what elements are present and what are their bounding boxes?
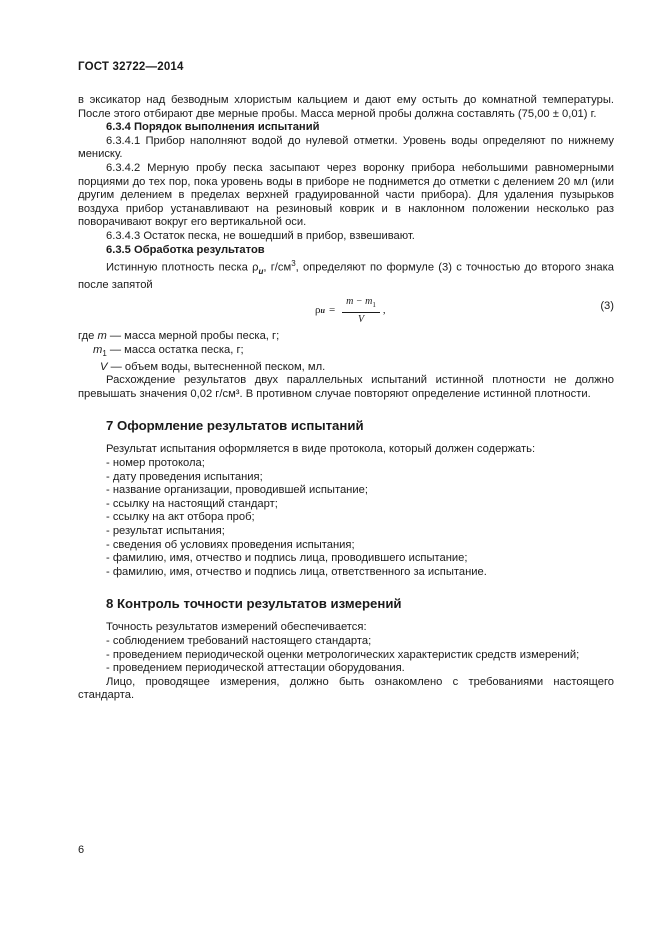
section-8-list — [78, 621, 614, 703]
page-number: 6 — [78, 844, 85, 856]
formula-denominator: V — [357, 314, 365, 326]
numerator-subscript: 1 — [372, 301, 376, 310]
section-7-intro: Результат испытания оформляется в виде протокола, который должен содержать: — [106, 443, 536, 456]
section-8-intro: Точность результатов измерений обеспечивается: — [106, 621, 367, 634]
list-item: - фамилию, имя, отчество и подпись лица, ответственного за испытание. — [106, 565, 487, 578]
where-v-variable: V — [100, 360, 108, 373]
list-item: - ссылку на настоящий стандарт; — [106, 497, 278, 510]
section-7-list — [78, 443, 614, 579]
where-m-variable: m — [97, 330, 107, 343]
list-item: - номер протокола; — [106, 457, 205, 470]
formula-lhs-subscript: и — [320, 306, 325, 316]
where-m1 — [78, 344, 614, 361]
list-item: - проведением периодической оценки метрологических характеристик средств измерений; — [106, 648, 580, 661]
where-m1-variable: m — [93, 343, 103, 356]
formula-intro-paragraph — [78, 257, 614, 292]
formula-number: (3) — [600, 300, 614, 313]
paragraph-6-3-4-2: 6.3.4.2 Мерную пробу песка засыпают через воронку прибора небольшими равномерными порциями до тех пор, пока уровень воды в приборе не поднимется до отметки с делением 20 мл (или другим делением в пределах верхней градуированной части прибора). Для удаления пузырьков воздуха прибор устанавливают на резиновый коврик и в наклонном положении несколько раз поворачивают вокруг его вертикальной оси. — [78, 161, 614, 229]
section-8-heading: 8 Контроль точности результатов измерений — [106, 596, 402, 612]
formula-numerator — [342, 296, 380, 313]
intro-part-a: Истинную плотность песка ρ — [106, 261, 259, 274]
document-header: ГОСТ 32722—2014 — [78, 61, 184, 73]
discrepancy-paragraph: Расхождение результатов двух параллельных испытаний истинной плотности не должно превышать значения 0,02 г/см³. В противном случае повторяют определение истинной плотности. — [78, 374, 614, 400]
formula-expression — [315, 296, 386, 326]
numerator-text: m − m — [346, 296, 373, 308]
paragraph-6-3-4-3: 6.3.4.3 Остаток песка, не вошедший в прибор, взвешивают. — [106, 229, 415, 242]
where-v-text: — объем воды, вытесненной песком, мл. — [107, 360, 326, 373]
where-m1-subscript: 1 — [102, 349, 107, 359]
where-v — [78, 361, 614, 375]
list-item: - ссылку на акт отбора проб; — [106, 511, 255, 524]
where-m-text: — масса мерной пробы песка, г; — [106, 330, 280, 343]
where-prefix: где — [78, 330, 98, 343]
intro-subscript: и — [258, 267, 264, 277]
page-body — [78, 94, 614, 703]
list-item: - фамилию, имя, отчество и подпись лица, проводившего испытание; — [106, 552, 468, 565]
intro-part-c: , определяют по формуле (3) с точностью до второго знака после запятой — [78, 261, 614, 291]
where-m — [78, 330, 614, 344]
section-8-closing: Лицо, проводящее измерения, должно быть ознакомлено с требованиями настоящего стандарта. — [78, 675, 614, 702]
list-item: - соблюдением требований настоящего стандарта; — [106, 635, 372, 648]
list-item: - дату проведения испытания; — [106, 470, 263, 483]
section-6-3-4-heading: 6.3.4 Порядок выполнения испытаний — [106, 121, 320, 134]
intro-superscript: 3 — [291, 259, 296, 269]
list-item: - сведения об условиях проведения испытания; — [106, 538, 355, 551]
formula-3 — [78, 294, 614, 330]
where-m1-text: — масса остатка песка, г; — [106, 343, 244, 356]
section-7-heading: 7 Оформление результатов испытаний — [106, 418, 364, 434]
continuation-paragraph: в эксикатор над безводным хлористым кальцием и дают ему остыть до комнатной температуры. После этого отбирают две мерные пробы. Масса мерной пробы должна составлять (75,00 ± 0,01) г. — [78, 94, 614, 120]
section-6-3-5-heading: 6.3.5 Обработка результатов — [106, 243, 265, 256]
formula-fraction — [342, 296, 380, 326]
list-item: - название организации, проводившей испытание; — [106, 484, 368, 497]
formula-equals: = — [328, 304, 336, 317]
formula-lhs: ρ — [315, 304, 321, 317]
intro-part-b: , г/см — [263, 261, 292, 274]
list-item: - результат испытания; — [106, 525, 225, 538]
formula-tail: , — [382, 304, 386, 317]
paragraph-6-3-4-1: 6.3.4.1 Прибор наполняют водой до нулевой отметки. Уровень воды определяют по нижнему мениску. — [78, 134, 614, 161]
list-item: - проведением периодической аттестации оборудования. — [106, 662, 405, 675]
